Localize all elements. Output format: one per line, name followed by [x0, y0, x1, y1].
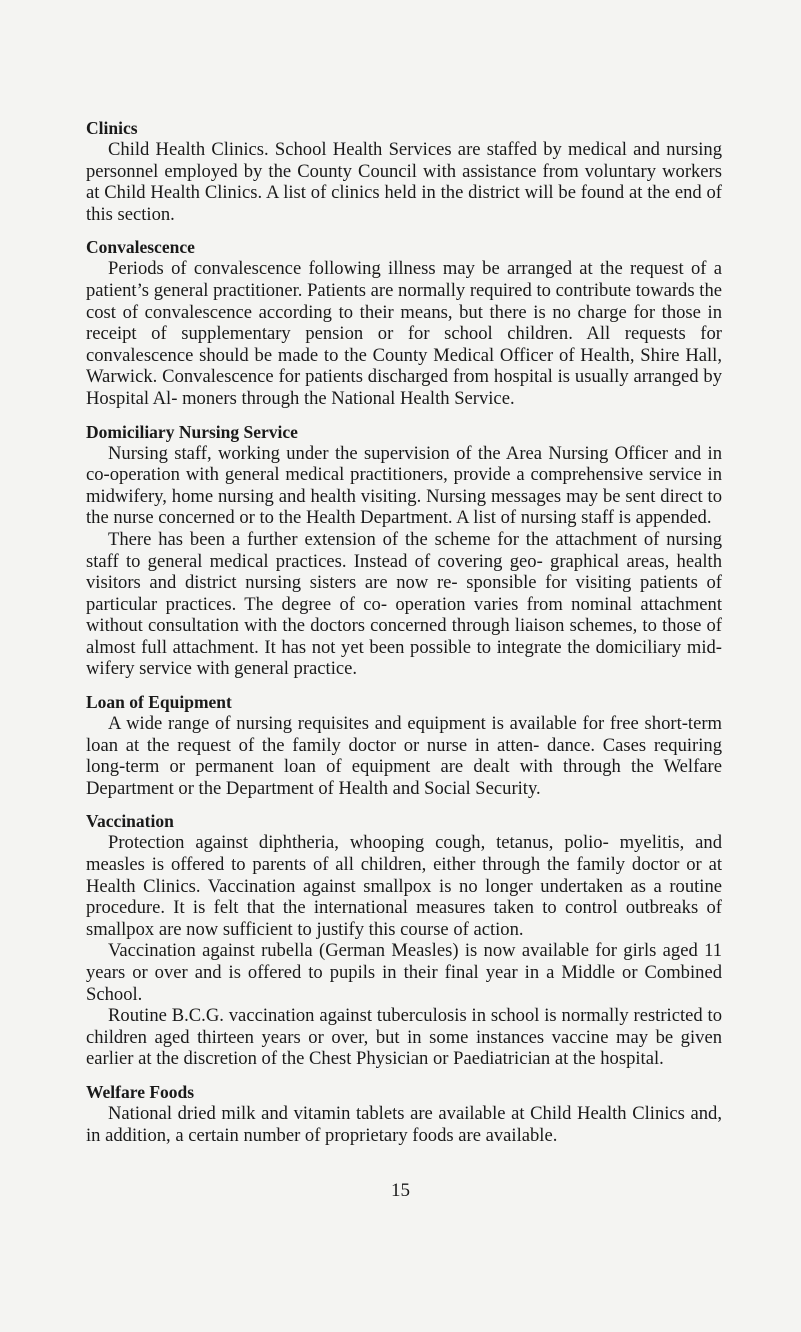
paragraph: There has been a further extension of the scheme for the attachment of nursing staff to general medical practices. Instead of covering geo- graphical areas, health visitors and district nursing sisters are now re- sponsible for visiting patients of particular practices. The degree of co- operation varies from nominal attachment without consultation with the doctors concerned through liaison schemes, to those of almost full attachment. It has not yet been possible to integrate the domiciliary mid- wifery service with general practice.: [86, 528, 722, 680]
section-clinics: [86, 118, 722, 225]
paragraph: National dried milk and vitamin tablets are available at Child Health Clinics and, in addition, a certain number of proprietary foods are available.: [86, 1102, 722, 1146]
section-loan-of-equipment: [86, 692, 722, 799]
paragraph: Protection against diphtheria, whooping cough, tetanus, polio- myelitis, and measles is offered to parents of all children, either through the family doctor or at Health Clinics. Vaccination against smallpox is no longer undertaken as a routine procedure. It is felt that the international measures taken to control outbreaks of smallpox are now sufficient to justify this course of action.: [86, 832, 722, 940]
page-number: 15: [391, 1180, 410, 1201]
section-vaccination: [86, 811, 722, 1070]
section-heading: Vaccination: [86, 811, 174, 832]
paragraph: Child Health Clinics. School Health Services are staffed by medical and nursing personnel employed by the County Council with assistance from voluntary workers at Child Health Clinics. A list of clinics held in the district will be found at the end of this section.: [86, 139, 722, 225]
section-domiciliary-nursing: [86, 422, 722, 681]
section-convalescence: [86, 237, 722, 409]
section-heading: Welfare Foods: [86, 1081, 195, 1102]
paragraph: Nursing staff, working under the supervision of the Area Nursing Officer and in co-operation with general medical practitioners, provide a comprehensive service in midwifery, home nursing and health visiting. Nursing messages may be sent direct to the nurse concerned or to the Health Department. A list of nursing staff is appended.: [86, 442, 722, 529]
section-heading: Clinics: [86, 118, 138, 138]
section-heading: Loan of Equipment: [86, 692, 232, 713]
section-heading: Domiciliary Nursing Service: [86, 421, 298, 442]
paragraph: Vaccination against rubella (German Measles) is now available for girls aged 11 years or over and is offered to pupils in their final year in a Middle or Combined School.: [86, 940, 722, 1005]
paragraph: Periods of convalescence following illness may be arranged at the request of a patient’s general practitioner. Patients are normally required to contribute towards the cost of convalescence according to their means, but there is no charge for those in receipt of supplementary pension or for school children. All requests for convalescence should be made to the County Medical Officer of Health, Shire Hall, Warwick. Convalescence for patients discharged from hospital is usually arranged by Hospital Al- moners through the National Health Service.: [86, 258, 722, 409]
section-heading: Convalescence: [86, 237, 195, 258]
paragraph: Routine B.C.G. vaccination against tuberculosis in school is normally restricted to children aged thirteen years or over, but in some instances vaccine may be given earlier at the discretion of the Chest Physician or Paediatrician at the hospital.: [86, 1005, 722, 1070]
document-page: [86, 118, 722, 1158]
section-welfare-foods: [86, 1082, 722, 1146]
paragraph: A wide range of nursing requisites and equipment is available for free short-term loan at the request of the family doctor or nurse in atten- dance. Cases requiring long-term or permanent loan of equipment are dealt with through the Welfare Department or the Department of Health and Social Security.: [86, 713, 722, 799]
